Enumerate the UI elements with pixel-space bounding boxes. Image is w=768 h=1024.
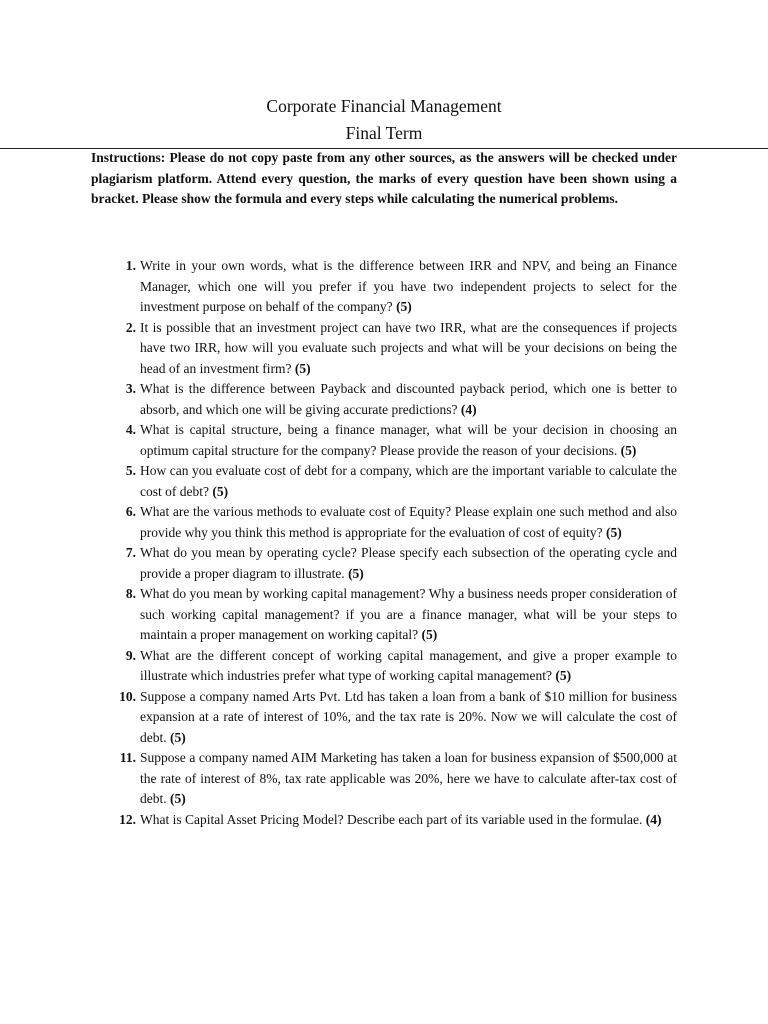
question-marks: (5)	[170, 791, 186, 806]
question-body	[136, 420, 677, 461]
question-number: 11.	[119, 750, 136, 765]
question-body	[136, 748, 677, 810]
question-number: 6.	[125, 504, 136, 519]
question-marks: (4)	[460, 401, 477, 417]
question-text: What are the various methods to evaluate cost of Equity? Please explain one such method and also provide why you think this method is appropriate for the evaluation of cost of equity?	[140, 504, 677, 540]
question-number: 7.	[125, 545, 136, 560]
question-body	[136, 543, 677, 584]
question-item	[110, 748, 677, 810]
question-marks: (5)	[555, 668, 572, 683]
question-text: What is the difference between Payback and discounted payback period, which one is better to absorb, and which one will be giving accurate predictions?	[140, 381, 677, 417]
question-text: Suppose a company named AIM Marketing has taken a loan for business expansion of $500,000 at the rate of interest of 8%, tax rate applicable was 20%, here we have to calculate after-tax cost of debt.	[140, 750, 677, 806]
question-text: What is capital structure, being a finance manager, what will be your decision in choosing an optimum capital structure for the company? Please provide the reason of your decisions.	[140, 422, 677, 458]
question-number: 5.	[125, 463, 136, 478]
question-marks: (5)	[170, 729, 186, 745]
question-list	[110, 256, 677, 830]
question-text: It is possible that an investment project can have two IRR, what are the consequences if projects have two IRR, how will you evaluate such projects and what will be your decisions on being the head of an investment firm?	[140, 319, 677, 376]
question-body	[136, 502, 677, 543]
question-number: 4.	[125, 422, 136, 437]
question-item	[110, 687, 677, 749]
question-text: How can you evaluate cost of debt for a company, which are the important variable to calculate the cost of debt?	[140, 463, 677, 499]
question-number: 2.	[125, 319, 136, 335]
question-number: 8.	[125, 586, 136, 601]
question-number: 10.	[119, 688, 136, 704]
question-text: What do you mean by working capital management? Why a business needs proper consideration of such working capital management? if you are a finance manager, what will be your steps to maintain a proper management on working capital?	[140, 586, 677, 642]
question-text: Write in your own words, what is the difference between IRR and NPV, and being an Finance Manager, which one will you prefer if you have two independent projects to select for the investment purpose on behalf of the company?	[140, 258, 677, 314]
question-text: What are the different concept of working capital management, and give a proper example to illustrate which industries prefer what type of working capital management?	[140, 647, 677, 683]
question-body	[136, 318, 677, 380]
question-number: 9.	[125, 647, 136, 663]
question-body	[136, 584, 677, 646]
question-item	[110, 810, 677, 831]
question-marks: (5)	[294, 360, 311, 376]
question-body	[136, 810, 677, 831]
question-marks: (5)	[212, 483, 229, 499]
question-item	[110, 584, 677, 646]
question-body	[136, 646, 677, 687]
question-number: 1.	[125, 258, 136, 273]
question-marks: (4)	[645, 811, 662, 827]
question-number: 12.	[119, 811, 136, 827]
question-marks: (5)	[606, 524, 622, 540]
question-item	[110, 502, 677, 543]
question-item	[110, 461, 677, 502]
question-marks: (5)	[421, 627, 438, 642]
question-item	[110, 256, 677, 318]
question-number: 3.	[125, 381, 136, 396]
question-marks: (5)	[348, 565, 364, 581]
question-item	[110, 646, 677, 687]
question-body	[136, 256, 677, 318]
question-item	[110, 543, 677, 584]
document-subtitle: Final Term	[345, 123, 423, 143]
question-text: What is Capital Asset Pricing Model? Describe each part of its variable used in the formulae.	[140, 811, 643, 827]
question-body	[136, 687, 677, 749]
question-item	[110, 318, 677, 380]
question-body	[136, 379, 677, 420]
question-marks: (5)	[620, 442, 637, 458]
question-body	[136, 461, 677, 502]
question-marks: (5)	[396, 299, 412, 314]
document-title: Corporate Financial Management	[266, 96, 502, 116]
question-item	[110, 379, 677, 420]
question-item	[110, 420, 677, 461]
document-header	[0, 93, 768, 147]
instructions-paragraph: Instructions: Please do not copy paste from any other sources, as the answers will be checked under plagiarism platform. Attend every question, the marks of every question have been shown using a bracket. Please show the formula and every steps while calculating the numerical problems.	[91, 150, 677, 206]
question-text: What do you mean by operating cycle? Please specify each subsection of the operating cycle and provide a proper diagram to illustrate.	[140, 545, 677, 581]
question-text: Suppose a company named Arts Pvt. Ltd has taken a loan from a bank of $10 million for business expansion at a rate of interest of 10%, and the tax rate is 20%. Now we will calculate the cost of debt.	[140, 688, 677, 745]
